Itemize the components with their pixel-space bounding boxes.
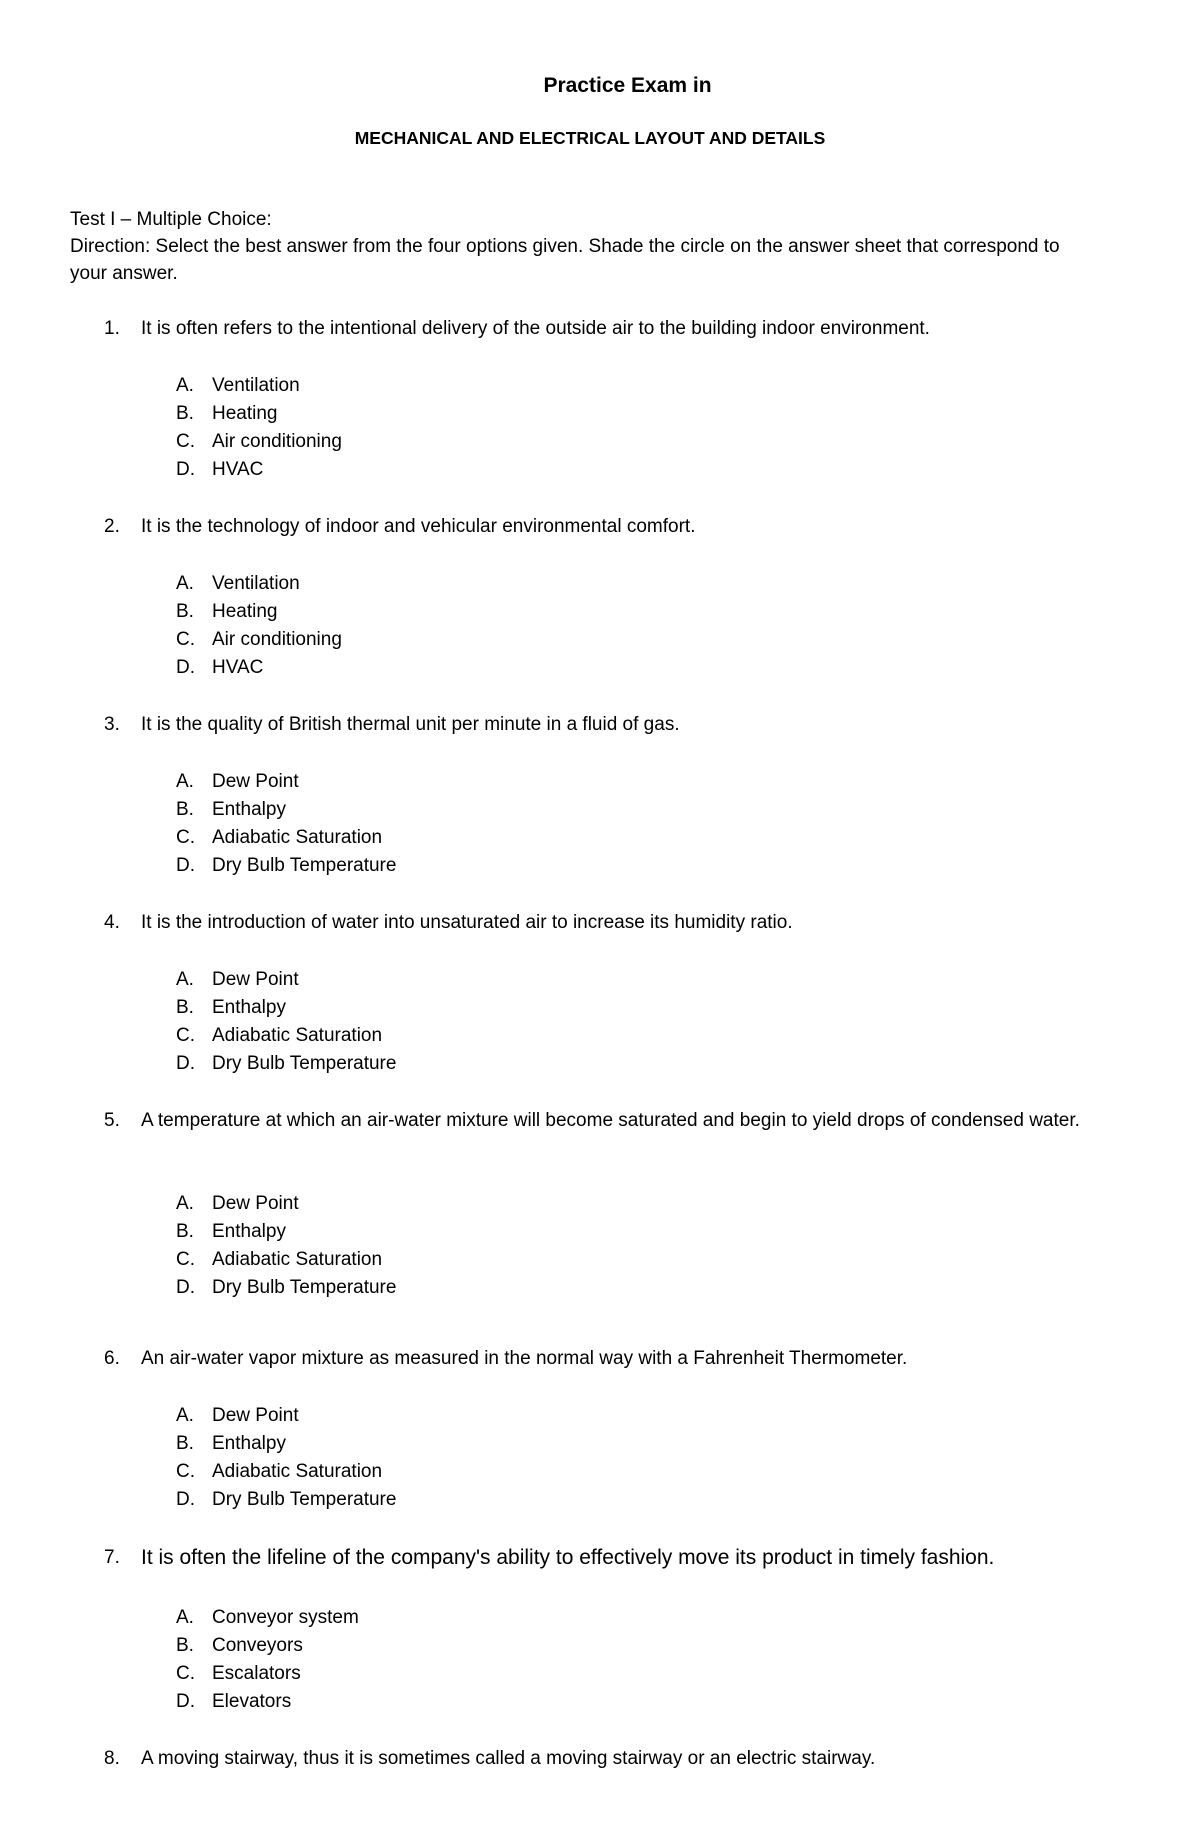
answer-option [0, 456, 600, 484]
answer-option [0, 1604, 600, 1632]
option-text: Air conditioning [212, 629, 342, 650]
option-letter: B. [176, 601, 194, 622]
option-letter: B. [176, 1221, 194, 1242]
answer-option [0, 1050, 600, 1078]
option-text: HVAC [212, 657, 264, 678]
option-letter: B. [176, 997, 194, 1018]
answer-option [0, 626, 600, 654]
option-text: HVAC [212, 459, 264, 480]
option-text: Enthalpy [212, 799, 286, 820]
answer-option [0, 1632, 600, 1660]
option-letter: A. [176, 1405, 194, 1426]
option-letter: C. [176, 1461, 195, 1482]
answer-option [0, 570, 600, 598]
option-letter: D. [176, 459, 195, 480]
option-text: Dew Point [212, 1193, 299, 1214]
option-letter: D. [176, 657, 195, 678]
option-text: Heating [212, 403, 278, 424]
answer-option [0, 1660, 600, 1688]
answer-option [0, 1218, 600, 1246]
option-letter: D. [176, 1277, 195, 1298]
question-text: It is the technology of indoor and vehicular environmental comfort. [141, 516, 696, 537]
answer-option [0, 796, 600, 824]
option-letter: D. [176, 1691, 195, 1712]
option-text: Dew Point [212, 1405, 299, 1426]
question-text: It is the introduction of water into unsaturated air to increase its humidity ratio. [141, 912, 793, 933]
option-text: Ventilation [212, 375, 300, 396]
option-text: Enthalpy [212, 1433, 286, 1454]
answer-option [0, 428, 600, 456]
question-number: 3. [104, 714, 120, 735]
option-text: Elevators [212, 1691, 292, 1712]
option-text: Adiabatic Saturation [212, 1025, 383, 1046]
answer-option [0, 1486, 600, 1514]
answer-option [0, 1274, 600, 1302]
answer-option [0, 1190, 600, 1218]
option-text: Ventilation [212, 573, 300, 594]
answer-option [0, 598, 600, 626]
answer-option [0, 372, 600, 400]
option-letter: B. [176, 1433, 194, 1454]
test-label: Test I – Multiple Choice: [70, 209, 272, 230]
instructions [70, 206, 1090, 287]
answer-option [0, 1022, 600, 1050]
question-number: 6. [104, 1348, 120, 1369]
answer-option [0, 994, 600, 1022]
answer-option [0, 852, 600, 880]
option-text: Dew Point [212, 969, 299, 990]
answer-option [0, 1246, 600, 1274]
option-letter: D. [176, 1053, 195, 1074]
option-text: Dry Bulb Temperature [212, 1053, 397, 1074]
option-letter: A. [176, 375, 194, 396]
answer-option [0, 824, 600, 852]
option-text: Conveyors [212, 1635, 303, 1656]
option-letter: A. [176, 573, 194, 594]
answer-option [0, 966, 600, 994]
option-letter: D. [176, 1489, 195, 1510]
option-letter: C. [176, 1025, 195, 1046]
option-text: Conveyor system [212, 1607, 359, 1628]
option-letter: C. [176, 629, 195, 650]
answer-option [0, 1430, 600, 1458]
question-number: 2. [104, 516, 120, 537]
option-letter: C. [176, 1663, 195, 1684]
question-text: It is often refers to the intentional delivery of the outside air to the building indoor environment. [141, 318, 930, 339]
option-letter: B. [176, 403, 194, 424]
option-letter: A. [176, 1607, 194, 1628]
option-text: Air conditioning [212, 431, 342, 452]
answer-option [0, 768, 600, 796]
question-number: 7. [104, 1547, 120, 1568]
option-letter: C. [176, 431, 195, 452]
answer-option [0, 1688, 600, 1716]
answer-option [0, 1458, 600, 1486]
option-text: Enthalpy [212, 1221, 286, 1242]
question-text: A moving stairway, thus it is sometimes called a moving stairway or an electric stairway. [141, 1748, 876, 1769]
option-text: Heating [212, 601, 278, 622]
question-text: It is often the lifeline of the company's ability to effectively move its product in timely fashion. [141, 1546, 995, 1569]
question-text: It is the quality of British thermal unit per minute in a fluid of gas. [141, 714, 680, 735]
option-text: Dry Bulb Temperature [212, 855, 397, 876]
option-letter: D. [176, 855, 195, 876]
question-number: 5. [104, 1110, 120, 1131]
option-text: Dew Point [212, 771, 299, 792]
option-text: Enthalpy [212, 997, 286, 1018]
question-number: 4. [104, 912, 120, 933]
option-text: Adiabatic Saturation [212, 1461, 383, 1482]
question-number: 8. [104, 1748, 120, 1769]
direction-text: Direction: Select the best answer from the four options given. Shade the circle on the answer sheet that correspond to your answer. [70, 236, 1060, 284]
option-text: Dry Bulb Temperature [212, 1277, 397, 1298]
answer-option [0, 400, 600, 428]
option-text: Escalators [212, 1663, 301, 1684]
question-number: 1. [104, 318, 120, 339]
option-letter: B. [176, 799, 194, 820]
question-text: A temperature at which an air-water mixture will become saturated and begin to yield drops of condensed water. [141, 1110, 1080, 1131]
option-letter: B. [176, 1635, 194, 1656]
option-letter: A. [176, 771, 194, 792]
page-subtitle: MECHANICAL AND ELECTRICAL LAYOUT AND DETAILS [354, 128, 826, 148]
option-letter: C. [176, 827, 195, 848]
answer-option [0, 654, 600, 682]
option-text: Adiabatic Saturation [212, 1249, 383, 1270]
option-letter: A. [176, 969, 194, 990]
option-letter: C. [176, 1249, 195, 1270]
option-letter: A. [176, 1193, 194, 1214]
option-text: Dry Bulb Temperature [212, 1489, 397, 1510]
option-text: Adiabatic Saturation [212, 827, 383, 848]
answer-option [0, 1402, 600, 1430]
page-title: Practice Exam in [543, 74, 712, 97]
question-text: An air-water vapor mixture as measured in the normal way with a Fahrenheit Thermometer. [141, 1348, 908, 1369]
